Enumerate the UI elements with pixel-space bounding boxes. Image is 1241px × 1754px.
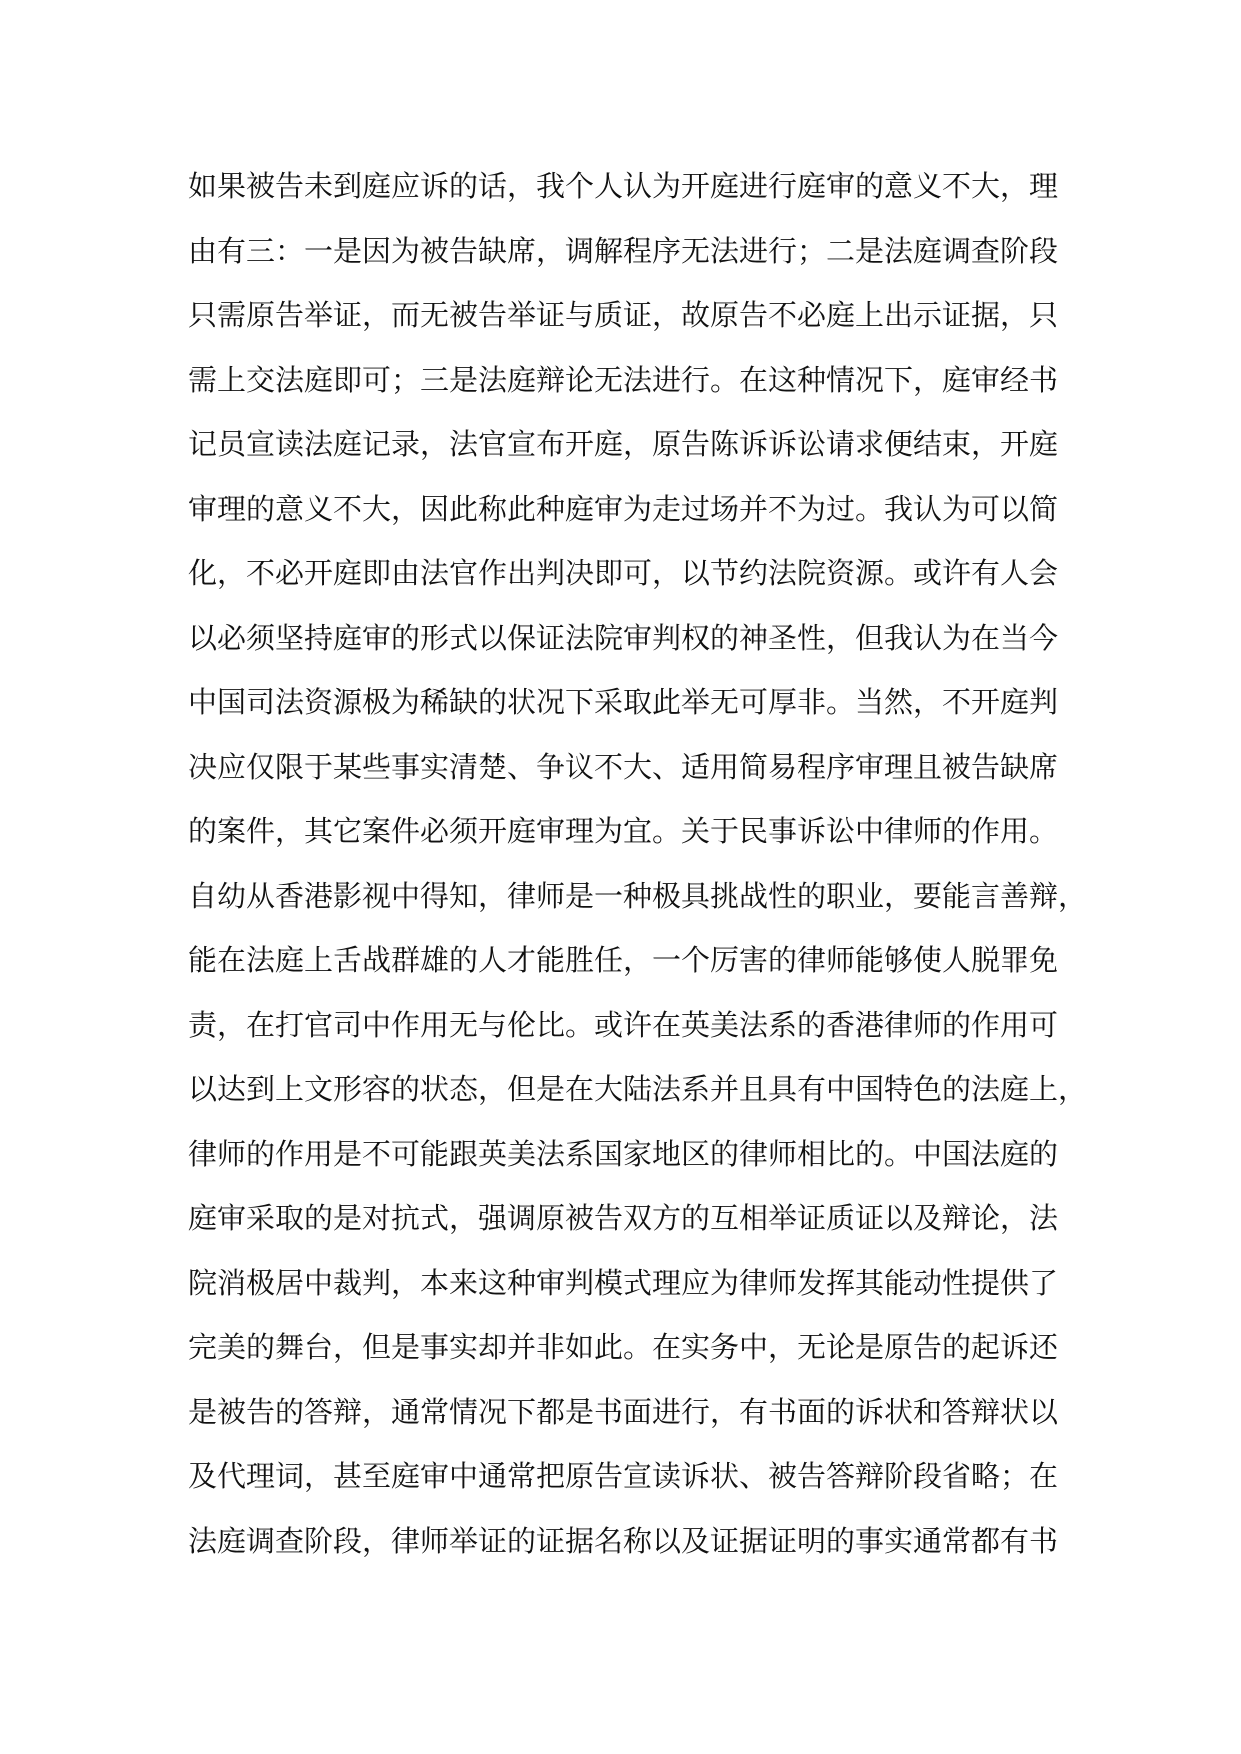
text-line: 中国司法资源极为稀缺的状况下采取此举无可厚非。当然，不开庭判	[188, 685, 1059, 719]
body-text	[188, 154, 1088, 1573]
text-line: 完美的舞台，但是事实却并非如此。在实务中，无论是原告的起诉还	[188, 1330, 1059, 1364]
text-line: 律师的作用是不可能跟英美法系国家地区的律师相比的。中国法庭的	[188, 1136, 1059, 1171]
text-line: 需上交法庭即可；三是法庭辩论无法进行。在这种情况下，庭审经书	[188, 362, 1059, 397]
text-line: 法庭调查阶段，律师举证的证据名称以及证据证明的事实通常都有书	[188, 1523, 1059, 1558]
text-line: 院消极居中裁判，本来这种审判模式理应为律师发挥其能动性提供了	[188, 1265, 1059, 1300]
text-line: 能在法庭上舌战群雄的人才能胜任，一个厉害的律师能够使人脱罪免	[188, 943, 1059, 977]
text-line: 化，不必开庭即由法官作出判决即可，以节约法院资源。或许有人会	[188, 556, 1059, 590]
text-line: 如果被告未到庭应诉的话，我个人认为开庭进行庭审的意义不大，理	[188, 169, 1059, 203]
text-line: 只需原告举证，而无被告举证与质证，故原告不必庭上出示证据，只	[188, 298, 1059, 332]
text-line: 以必须坚持庭审的形式以保证法院审判权的神圣性，但我认为在当今	[188, 620, 1059, 655]
text-line: 决应仅限于某些事实清楚、争议不大、适用简易程序审理且被告缺席	[188, 749, 1059, 784]
text-line: 审理的意义不大，因此称此种庭审为走过场并不为过。我认为可以简	[188, 491, 1059, 526]
text-line: 记员宣读法庭记录，法官宣布开庭，原告陈诉诉讼请求便结束，开庭	[188, 427, 1059, 461]
text-line: 责，在打官司中作用无与伦比。或许在英美法系的香港律师的作用可	[188, 1007, 1059, 1042]
text-line: 以达到上文形容的状态，但是在大陆法系并且具有中国特色的法庭上，	[188, 1072, 1088, 1106]
text-line: 由有三：一是因为被告缺席，调解程序无法进行；二是法庭调查阶段	[188, 233, 1059, 268]
text-line: 是被告的答辩，通常情况下都是书面进行，有书面的诉状和答辩状以	[188, 1394, 1059, 1429]
text-line: 及代理词，甚至庭审中通常把原告宣读诉状、被告答辩阶段省略；在	[188, 1459, 1059, 1493]
text-line: 自幼从香港影视中得知，律师是一种极具挑战性的职业，要能言善辩，	[188, 878, 1088, 913]
text-line: 的案件，其它案件必须开庭审理为宜。关于民事诉讼中律师的作用。	[188, 814, 1059, 848]
text-line: 庭审采取的是对抗式，强调原被告双方的互相举证质证以及辩论，法	[188, 1201, 1059, 1235]
